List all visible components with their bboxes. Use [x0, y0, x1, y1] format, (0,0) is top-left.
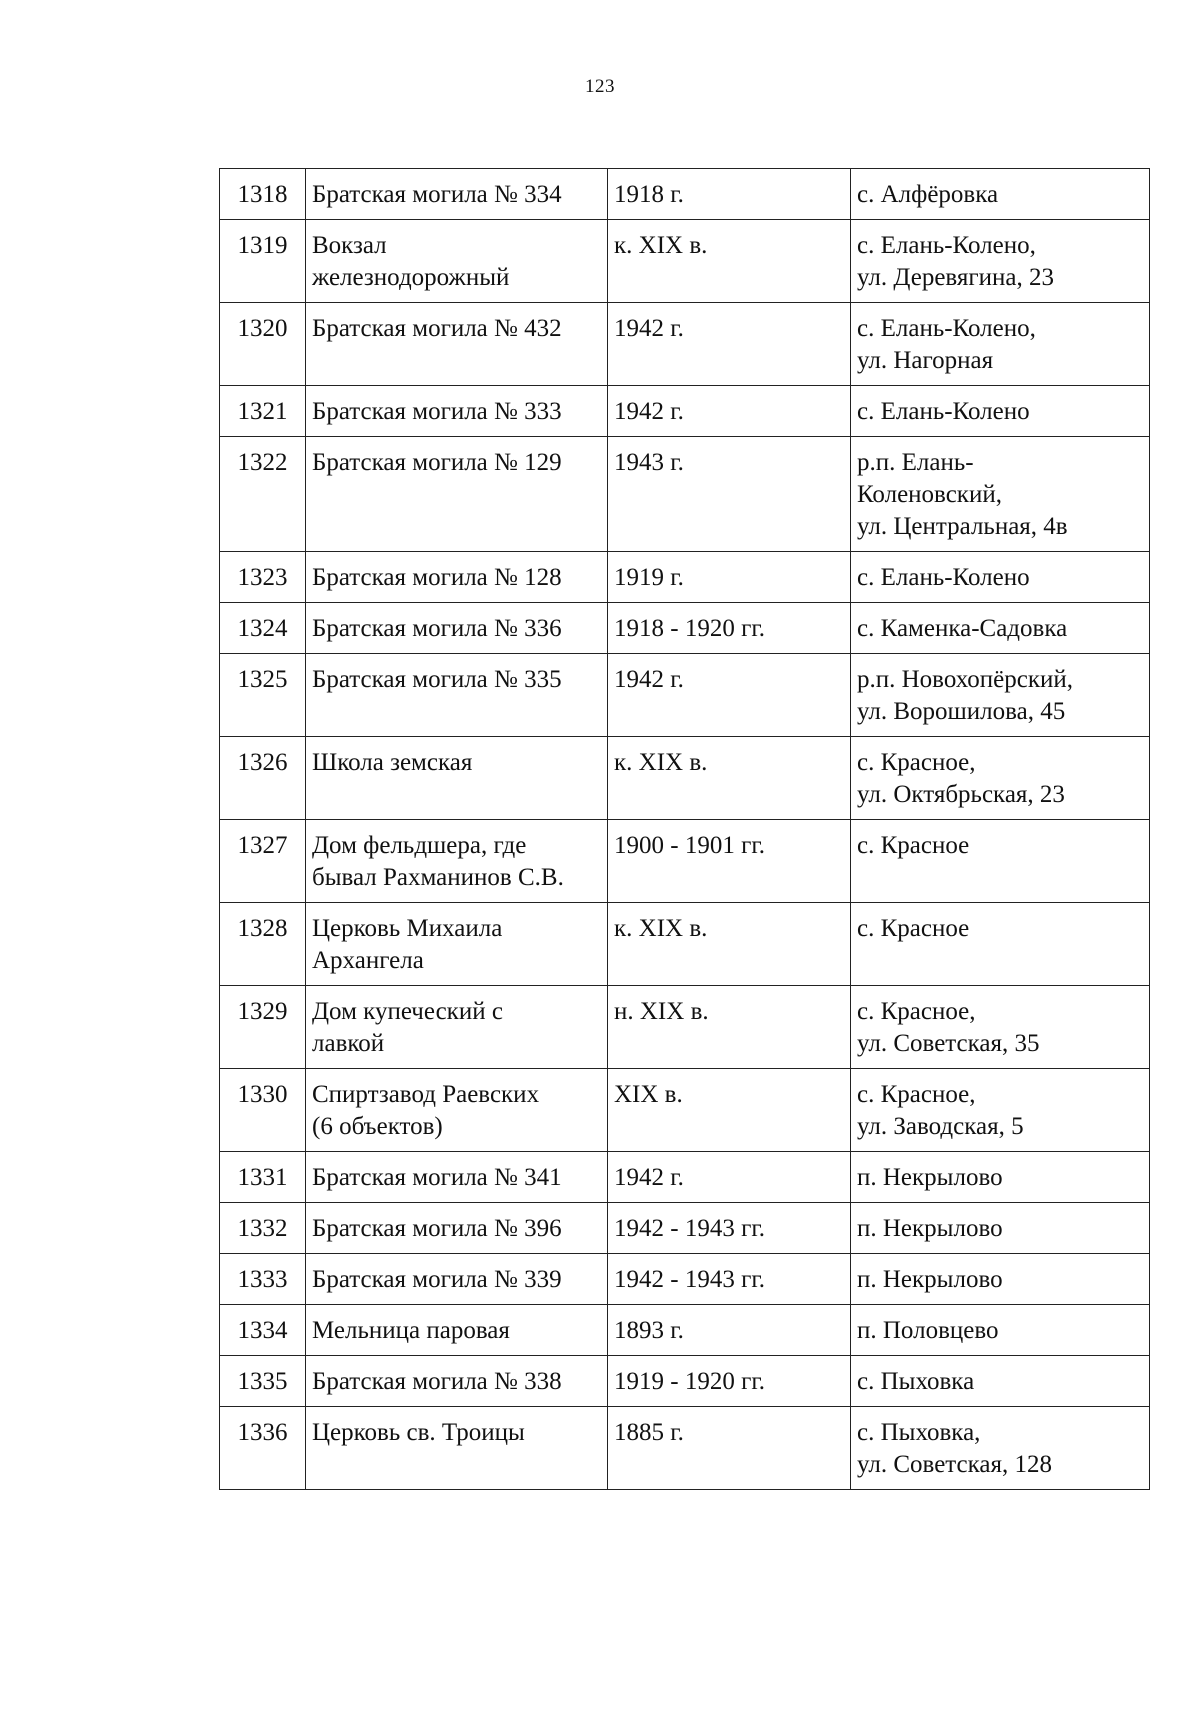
object-name: [306, 386, 608, 437]
object-address-line: ул. Советская, 128: [857, 1451, 1052, 1478]
entry-number: 1327: [220, 820, 306, 903]
entry-number: 1334: [220, 1305, 306, 1356]
object-name-line: Братская могила № 339: [312, 1266, 562, 1293]
object-name: [306, 552, 608, 603]
object-date: 1942 - 1943 гг.: [608, 1203, 851, 1254]
object-name: [306, 986, 608, 1069]
object-date: 1943 г.: [608, 437, 851, 552]
object-address: [851, 303, 1150, 386]
object-name-line: Братская могила № 396: [312, 1215, 562, 1242]
object-name-line: Дом фельдшера, где: [312, 832, 527, 859]
heritage-registry-table: [219, 168, 1150, 1490]
object-name-line: железнодорожный: [312, 264, 510, 291]
object-name-line: Братская могила № 334: [312, 181, 562, 208]
object-name: [306, 820, 608, 903]
object-name-line: Спиртзавод Раевских: [312, 1081, 540, 1108]
object-name-line: Архангела: [312, 947, 424, 974]
object-address-line: р.п. Елань-: [857, 449, 974, 476]
object-address-line: ул. Октябрьская, 23: [857, 781, 1065, 808]
object-name-line: Братская могила № 338: [312, 1368, 562, 1395]
entry-number: 1319: [220, 220, 306, 303]
object-address: [851, 603, 1150, 654]
object-name: [306, 1203, 608, 1254]
object-address: [851, 986, 1150, 1069]
object-address-line: ул. Деревягина, 23: [857, 264, 1055, 291]
entry-number: 1322: [220, 437, 306, 552]
entry-number: 1329: [220, 986, 306, 1069]
object-date: н. XIX в.: [608, 986, 851, 1069]
object-address-line: ул. Советская, 35: [857, 1030, 1040, 1057]
object-address-line: Коленовский,: [857, 481, 1002, 508]
entry-number: 1323: [220, 552, 306, 603]
object-name-line: Братская могила № 333: [312, 398, 562, 425]
registry-table-body: [220, 169, 1150, 1490]
entry-number: 1320: [220, 303, 306, 386]
object-date: 1918 - 1920 гг.: [608, 603, 851, 654]
entry-number: 1324: [220, 603, 306, 654]
object-name-line: Братская могила № 336: [312, 615, 562, 642]
object-address-line: р.п. Новохопёрский,: [857, 666, 1073, 693]
table-row: [220, 1407, 1150, 1490]
table-row: [220, 820, 1150, 903]
object-date: 1893 г.: [608, 1305, 851, 1356]
table-row: [220, 1069, 1150, 1152]
object-address: [851, 1069, 1150, 1152]
table-row: [220, 220, 1150, 303]
object-name: [306, 1356, 608, 1407]
object-date: XIX в.: [608, 1069, 851, 1152]
object-address-line: ул. Центральная, 4в: [857, 513, 1068, 540]
object-address-line: с. Елань-Колено: [857, 564, 1030, 591]
entry-number: 1321: [220, 386, 306, 437]
object-address: [851, 1203, 1150, 1254]
entry-number: 1336: [220, 1407, 306, 1490]
object-name-line: Церковь св. Троицы: [312, 1419, 525, 1446]
object-address: [851, 820, 1150, 903]
object-date: 1942 г.: [608, 303, 851, 386]
object-address-line: п. Половцево: [857, 1317, 999, 1344]
object-date: 1919 - 1920 гг.: [608, 1356, 851, 1407]
object-name-line: лавкой: [312, 1030, 385, 1057]
table-row: [220, 737, 1150, 820]
table-row: [220, 169, 1150, 220]
object-address: [851, 1152, 1150, 1203]
entry-number: 1326: [220, 737, 306, 820]
entry-number: 1335: [220, 1356, 306, 1407]
object-address-line: с. Красное: [857, 915, 970, 942]
object-date: 1900 - 1901 гг.: [608, 820, 851, 903]
object-name: [306, 437, 608, 552]
object-name: [306, 1069, 608, 1152]
object-name: [306, 654, 608, 737]
object-date: 1918 г.: [608, 169, 851, 220]
object-address: [851, 903, 1150, 986]
object-address-line: с. Елань-Колено,: [857, 232, 1036, 259]
table-row: [220, 1203, 1150, 1254]
object-name-line: Школа земская: [312, 749, 473, 776]
object-name-line: Братская могила № 432: [312, 315, 562, 342]
object-address-line: с. Пыховка: [857, 1368, 975, 1395]
object-name-line: Мельница паровая: [312, 1317, 510, 1344]
object-name: [306, 303, 608, 386]
entry-number: 1318: [220, 169, 306, 220]
table-row: [220, 437, 1150, 552]
object-address-line: п. Некрылово: [857, 1164, 1003, 1191]
object-name-line: Вокзал: [312, 232, 387, 259]
table-row: [220, 552, 1150, 603]
entry-number: 1330: [220, 1069, 306, 1152]
object-address: [851, 654, 1150, 737]
object-name: [306, 1305, 608, 1356]
object-name: [306, 1152, 608, 1203]
table-row: [220, 1152, 1150, 1203]
object-address: [851, 220, 1150, 303]
object-address-line: с. Красное: [857, 832, 970, 859]
object-address-line: с. Алфёровка: [857, 181, 999, 208]
object-name-line: Братская могила № 341: [312, 1164, 562, 1191]
object-address: [851, 386, 1150, 437]
object-address: [851, 1254, 1150, 1305]
table-row: [220, 603, 1150, 654]
object-address: [851, 1305, 1150, 1356]
entry-number: 1325: [220, 654, 306, 737]
object-date: 1919 г.: [608, 552, 851, 603]
object-name-line: Братская могила № 335: [312, 666, 562, 693]
object-name: [306, 603, 608, 654]
object-address: [851, 437, 1150, 552]
object-date: к. XIX в.: [608, 737, 851, 820]
entry-number: 1331: [220, 1152, 306, 1203]
object-address-line: с. Елань-Колено: [857, 398, 1030, 425]
object-date: к. XIX в.: [608, 220, 851, 303]
object-name-line: Братская могила № 128: [312, 564, 562, 591]
object-name-line: (6 объектов): [312, 1113, 443, 1140]
object-address: [851, 552, 1150, 603]
object-address-line: п. Некрылово: [857, 1266, 1003, 1293]
table-row: [220, 654, 1150, 737]
object-address: [851, 737, 1150, 820]
object-name-line: бывал Рахманинов С.В.: [312, 864, 564, 891]
object-name: [306, 737, 608, 820]
table-row: [220, 1356, 1150, 1407]
table-row: [220, 303, 1150, 386]
object-address: [851, 169, 1150, 220]
table-row: [220, 903, 1150, 986]
table-row: [220, 386, 1150, 437]
object-address-line: ул. Заводская, 5: [857, 1113, 1024, 1140]
object-address-line: ул. Ворошилова, 45: [857, 698, 1066, 725]
object-date: 1942 г.: [608, 1152, 851, 1203]
object-date: 1885 г.: [608, 1407, 851, 1490]
page-number: 123: [585, 76, 615, 97]
entry-number: 1332: [220, 1203, 306, 1254]
table-row: [220, 1254, 1150, 1305]
object-name-line: Церковь Михаила: [312, 915, 503, 942]
object-address: [851, 1407, 1150, 1490]
entry-number: 1328: [220, 903, 306, 986]
object-address-line: ул. Нагорная: [857, 347, 994, 374]
object-address-line: с. Елань-Колено,: [857, 315, 1036, 342]
object-address-line: с. Пыховка,: [857, 1419, 981, 1446]
object-name: [306, 169, 608, 220]
object-address-line: с. Красное,: [857, 749, 976, 776]
table-row: [220, 1305, 1150, 1356]
object-name-line: Братская могила № 129: [312, 449, 562, 476]
object-name: [306, 1407, 608, 1490]
object-name-line: Дом купеческий с: [312, 998, 503, 1025]
object-date: к. XIX в.: [608, 903, 851, 986]
object-name: [306, 1254, 608, 1305]
object-name: [306, 903, 608, 986]
object-address: [851, 1356, 1150, 1407]
entry-number: 1333: [220, 1254, 306, 1305]
object-date: 1942 г.: [608, 654, 851, 737]
object-date: 1942 г.: [608, 386, 851, 437]
object-address-line: п. Некрылово: [857, 1215, 1003, 1242]
object-address-line: с. Красное,: [857, 998, 976, 1025]
object-name: [306, 220, 608, 303]
object-address-line: с. Каменка-Садовка: [857, 615, 1068, 642]
object-date: 1942 - 1943 гг.: [608, 1254, 851, 1305]
object-address-line: с. Красное,: [857, 1081, 976, 1108]
table-row: [220, 986, 1150, 1069]
